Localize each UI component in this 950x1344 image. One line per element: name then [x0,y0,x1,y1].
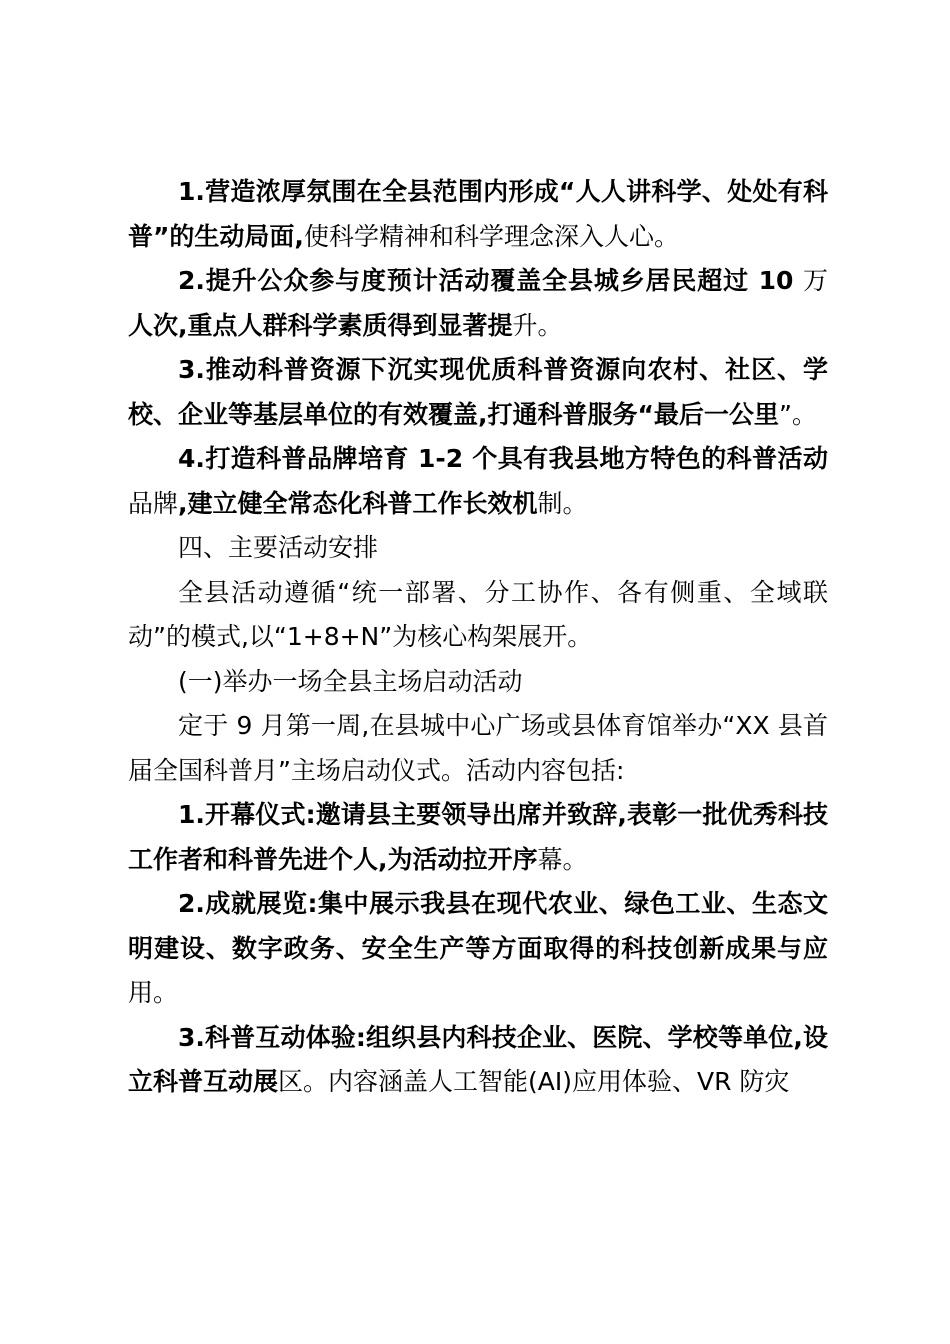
paragraph-bold-text: 1.营造浓厚氛围在全县范围内形成“人人讲科学、处处有科普”的生动局面, [128,177,828,251]
paragraph-bold-text: 2.提升公众参与度预计活动覆盖全县城乡居民超过 10 [178,266,803,295]
paragraph-bold-text: 1.开幕仪式:邀请县主要领导出席并致辞,表彰一批优秀科技工作者和科普先进个人,为活动拉开序 [128,800,828,874]
paragraph-text: ”。 [778,399,817,429]
paragraph-framework [128,571,828,660]
paragraph-text: 品牌 [128,488,179,518]
paragraph-text: 全县活动遵循“统一部署、分工协作、各有侧重、全域联动”的模式,以“1+8+N”为核心构架展开。 [128,577,828,651]
section-heading-activities [128,526,828,571]
paragraph-bold-text: ,建立健全常态化科普工作长效机 [178,488,538,518]
paragraph-goal-2 [128,259,828,348]
paragraph-bold-text: 人次,重点人群科学素质得到显著提 [128,310,513,340]
paragraph-text: 四、主要活动安排 [178,533,379,562]
paragraph-goal-3 [128,348,828,437]
paragraph-text: 区。内容涵盖人工智能(AI)应用体验、VR 防灾 [278,1067,790,1096]
paragraph-item-interactive [128,1016,828,1105]
paragraph-text: 幕。 [537,844,588,874]
paragraph-bold-text: 2.成就展览:集中展示我县在现代农业、绿色工业、生态文明建设、数字政务、安全生产等方面取得的科技创新成果与应 [128,889,828,963]
paragraph-item-opening [128,793,828,882]
document-body [128,170,828,1105]
paragraph-text: 制。 [537,488,588,518]
subsection-heading-launch [128,660,828,705]
paragraph-text: (一)举办一场全县主场启动活动 [178,666,523,696]
paragraph-launch-details [128,704,828,793]
paragraph-text: 用。 [128,978,179,1007]
paragraph-text: 万 [802,266,828,295]
paragraph-goal-4 [128,437,828,526]
paragraph-text: 升。 [512,310,563,340]
paragraph-text: 使科学精神和科学理念深入人心。 [303,221,679,251]
paragraph-bold-text: 4.打造科普品牌培育 1-2 个具有我县地方特色的科普活动 [178,444,828,473]
paragraph-item-exhibition [128,882,828,1016]
paragraph-bold-text: 3.推动科普资源下沉实现优质科普资源向农村、社区、学校、企业等基层单位的有效覆盖,打通科普服务“最后一公里 [128,355,828,429]
paragraph-text: 定于 9 月第一周,在县城中心广场或县体育馆举办“XX 县首届全国科普月”主场启动仪式。活动内容包括: [128,711,828,785]
paragraph-bold-text: 3.科普互动体验:组织县内科技企业、医院、学校等单位,设立科普互动展 [128,1022,828,1096]
paragraph-goal-1 [128,170,828,259]
